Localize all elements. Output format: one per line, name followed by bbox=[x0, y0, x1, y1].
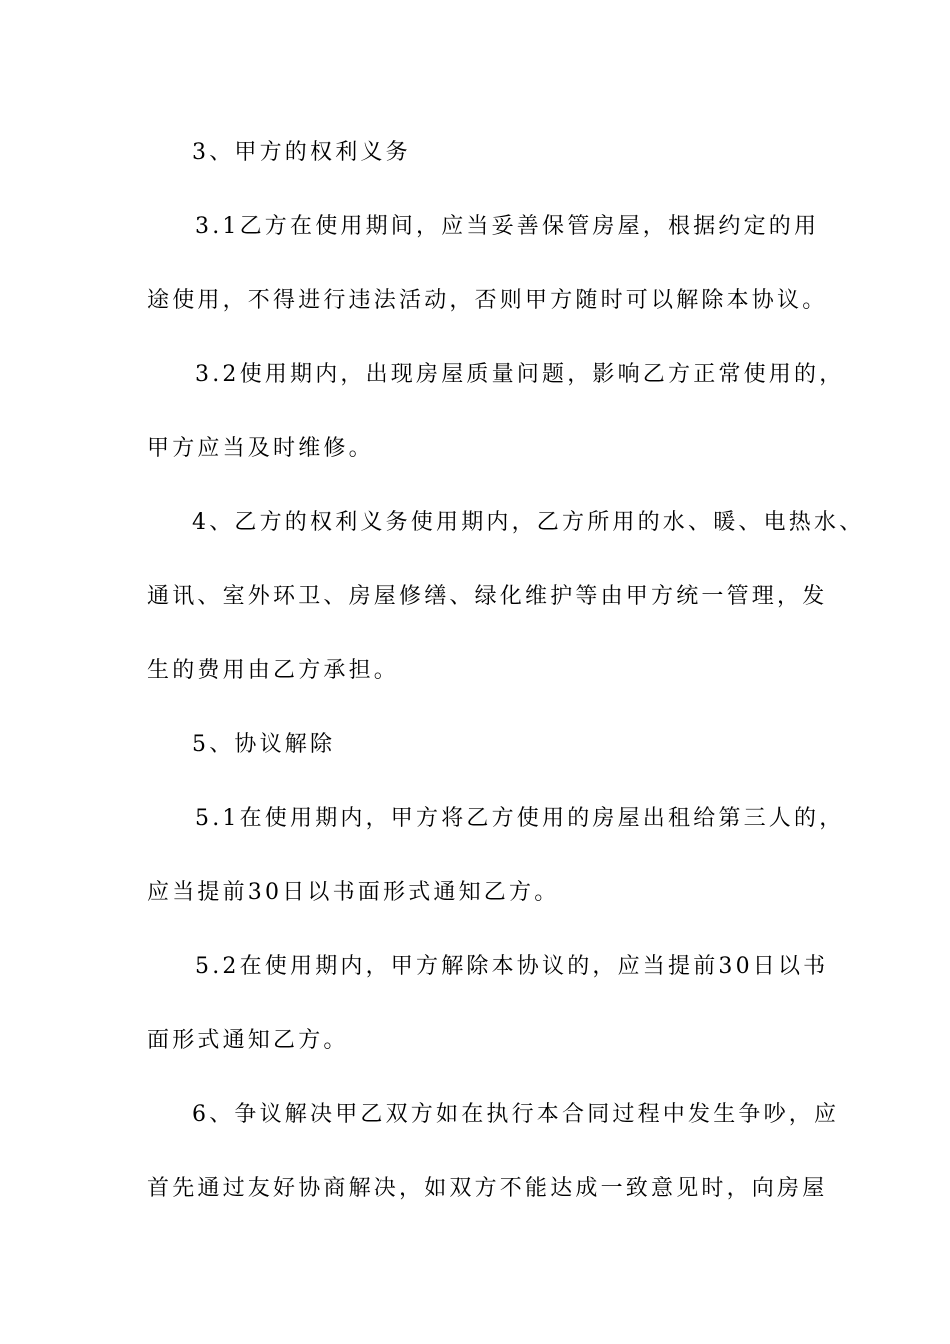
clause-5-2-line-2: 面形式通知乙方。 bbox=[147, 1028, 349, 1053]
clause-3-1-line-2: 途使用，不得进行违法活动，否则甲方随时可以解除本协议。 bbox=[147, 288, 828, 313]
section-4-line-3: 生的费用由乙方承担。 bbox=[147, 658, 400, 683]
section-4-line-2: 通讯、室外环卫、房屋修缮、绿化维护等由甲方统一管理，发 bbox=[147, 584, 828, 609]
section-6-line-2: 首先通过友好协商解决，如双方不能达成一致意见时，向房屋 bbox=[147, 1176, 828, 1201]
section-heading-3: 3、甲方的权利义务 bbox=[192, 140, 411, 165]
section-heading-5: 5、协议解除 bbox=[192, 732, 336, 757]
clause-5-1-line-1: 5.1在使用期内，甲方将乙方使用的房屋出租给第三人的， bbox=[195, 806, 845, 831]
clause-3-1-line-1: 3.1乙方在使用期间，应当妥善保管房屋，根据约定的用 bbox=[195, 214, 820, 239]
clause-5-1-line-2: 应当提前30日以书面形式通知乙方。 bbox=[147, 880, 560, 905]
section-4-line-1: 4、乙方的权利义务使用期内，乙方所用的水、暖、电热水、 bbox=[192, 510, 865, 535]
clause-5-2-line-1: 5.2在使用期内，甲方解除本协议的，应当提前30日以书 bbox=[195, 954, 829, 979]
clause-3-2-line-2: 甲方应当及时维修。 bbox=[147, 436, 374, 461]
section-6-line-1: 6、争议解决甲乙双方如在执行本合同过程中发生争吵，应 bbox=[192, 1102, 840, 1127]
clause-3-2-line-1: 3.2使用期内，出现房屋质量问题，影响乙方正常使用的， bbox=[195, 362, 845, 387]
